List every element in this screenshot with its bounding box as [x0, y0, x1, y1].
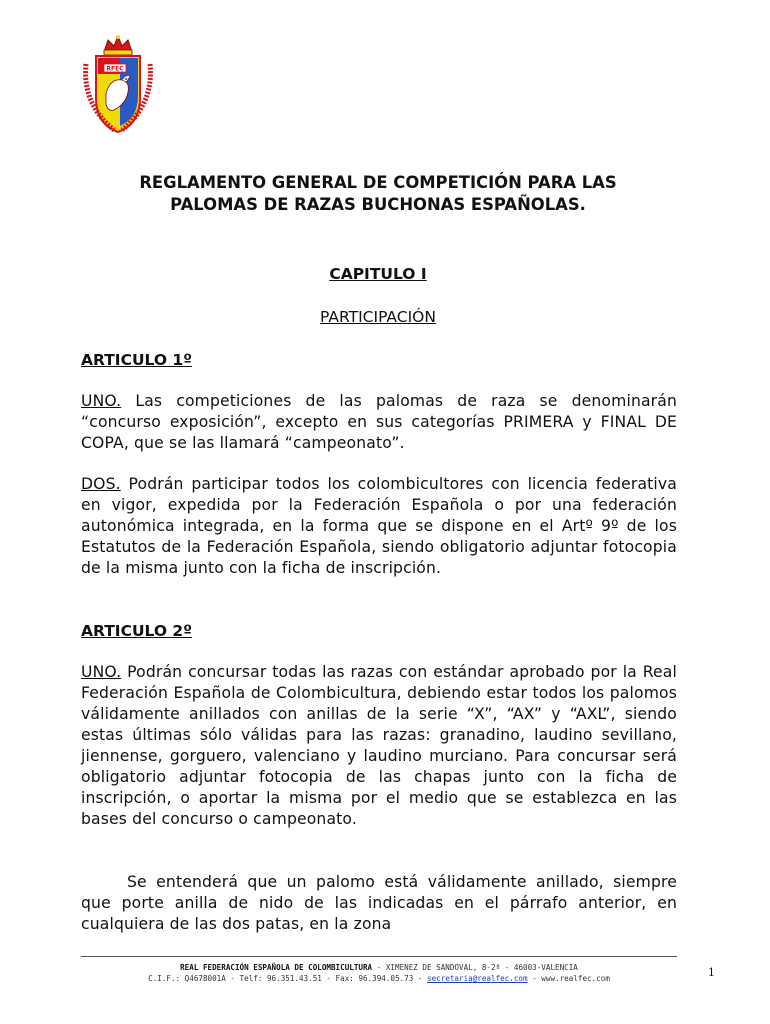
article-2-heading: ARTICULO 2º — [81, 622, 192, 640]
paragraph-text: Podrán concursar todas las razas con estándar aprobado por la Real Federación Española de Colombicultura, debiendo estar todos los palomos válidamente anillados con anillas de la serie “X”, “AX” y “AXL”, siendo estas últimas sólo válidas para las razas: granadino, laudino sevillano, jiennense, gorguero, valenciano y laudino murciano. Para concursar será obligatorio adjuntar fotocopia de las chapas junto con la ficha de inscripción, o aportar la misma por el medio que se establezca en las bases del concurso o campeonato. — [81, 663, 677, 828]
page-number: 1 — [708, 966, 715, 979]
article-2-paragraph-uno — [81, 662, 677, 830]
paragraph-lead: UNO. — [81, 663, 122, 681]
paragraph-text: Se entenderá que un palomo está válidamente anillado, siempre que porte anilla de nido de las indicadas en el párrafo anterior, en cualquiera de las dos patas, en la zona — [81, 873, 677, 933]
section-heading: PARTICIPACIÓN — [320, 308, 436, 326]
federation-logo — [80, 34, 156, 134]
footer-address: - XIMENEZ DE SANDOVAL, 8-2ª - 46003-VALENCIA — [372, 963, 578, 972]
federation-crest-icon — [80, 34, 156, 134]
paragraph-lead: UNO. — [81, 392, 122, 410]
article-1-paragraph-uno — [81, 391, 677, 454]
paragraph-text: Las competiciones de las palomas de raza se denominarán “concurso exposición”, excepto en sus categorías PRIMERA y FINAL DE COPA, que se las llamará “campeonato”. — [81, 392, 677, 452]
title-line-2: PALOMAS DE RAZAS BUCHONAS ESPAÑOLAS. — [170, 195, 586, 214]
paragraph-text: Podrán participar todos los colombicultores con licencia federativa en vigor, expedida por la Federación Española o por una federación autonómica integrada, en la forma que se dispone en el Artº 9º de los Estatutos de la Federación Española, siendo obligatorio adjuntar fotocopia de la misma junto con la ficha de inscripción. — [81, 475, 677, 577]
footer-line-1 — [81, 963, 677, 972]
article-1-paragraph-dos — [81, 474, 677, 579]
document-title — [80, 172, 676, 216]
footer-contact: C.I.F.: Q4678001A - Telf: 96.351.43.51 - Fax: 96.394.05.73 - — [148, 974, 427, 983]
chapter-heading: CAPITULO I — [329, 265, 427, 283]
paragraph-lead: DOS. — [81, 475, 121, 493]
footer-divider — [81, 956, 677, 957]
title-line-1: REGLAMENTO GENERAL DE COMPETICIÓN PARA LAS — [139, 173, 617, 192]
article-1-heading: ARTICULO 1º — [81, 351, 192, 369]
footer-org-name: REAL FEDERACIÓN ESPAÑOLA DE COLOMBICULTURA — [180, 963, 373, 972]
footer-line-2 — [81, 974, 677, 983]
footer-website: - www.realfec.com — [527, 974, 610, 983]
footer-email-link[interactable]: secretaria@realfec.com — [427, 974, 528, 983]
svg-text:RFEC: RFEC — [106, 65, 124, 73]
article-2-paragraph-continuation — [81, 872, 677, 935]
